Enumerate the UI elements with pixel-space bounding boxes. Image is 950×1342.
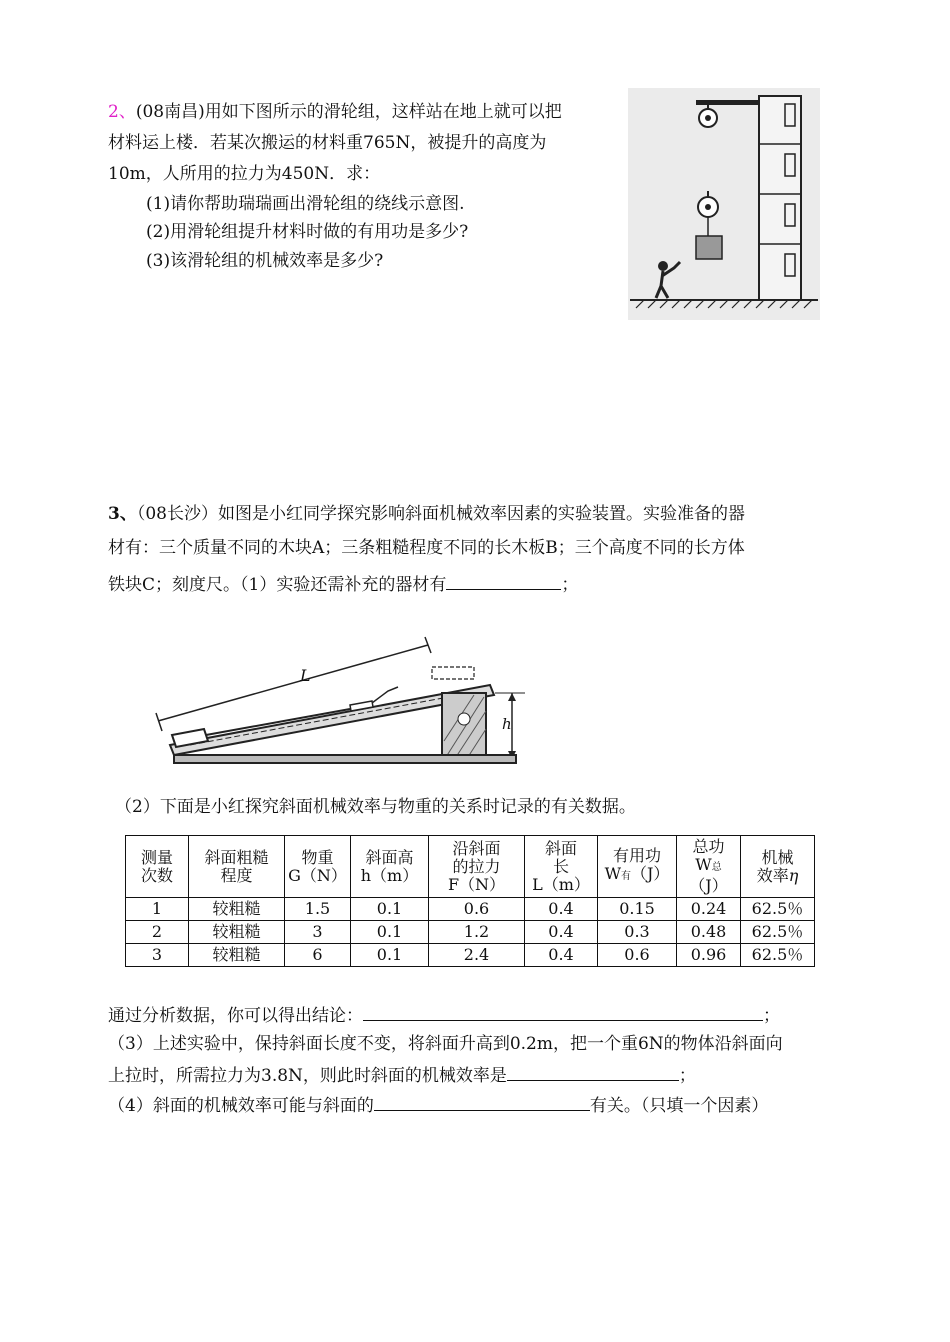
q3-part4-line: （4）斜面的机械效率可能与斜面的 有关。（只填一个因素） [108, 1096, 769, 1116]
table-row: 2 较粗糙 3 0.1 1.2 0.4 0.3 0.48 62.5％ [126, 921, 815, 944]
header-height: 斜面高 h（m） [351, 836, 429, 898]
incline-figure [150, 633, 535, 773]
header-trial: 测量 次数 [126, 836, 189, 898]
answer-blank-1[interactable] [446, 573, 561, 590]
q2-item-2: (2)用滑轮组提升材料时做的有用功是多少? [146, 222, 469, 242]
answer-blank-3[interactable] [507, 1064, 679, 1081]
q3-part2-text: （2）下面是小红探究斜面机械效率与物重的关系时记录的有关数据。 [115, 797, 636, 817]
pulley-figure [628, 88, 820, 320]
q2-line-1: 2、(08南昌)用如下图所示的滑轮组，这样站在地上就可以把 [108, 102, 562, 122]
q2-item-3: (3)该滑轮组的机械效率是多少? [146, 251, 384, 271]
q2-line-2: 材料运上楼．若某次搬运的材料重765N，被提升的高度为 [108, 133, 547, 153]
header-roughness: 斜面粗糙 程度 [189, 836, 285, 898]
answer-blank-2[interactable] [363, 1004, 763, 1021]
q3-line-3: 铁块C；刻度尺。（1）实验还需补充的器材有 ； [108, 575, 579, 595]
header-useful-work: 有用功 W有（J） [598, 836, 677, 898]
q3-line-1: 3、（08长沙）如图是小红同学探究影响斜面机械效率因素的实验装置。实验准备的器 [108, 504, 745, 524]
label-L: L [300, 666, 311, 685]
conclusion-line: 通过分析数据，你可以得出结论： ； [108, 1006, 780, 1026]
label-h: h [502, 715, 512, 733]
answer-blank-4[interactable] [374, 1094, 590, 1111]
table-header-row [126, 836, 815, 898]
header-length: 斜面 长 L（m） [525, 836, 598, 898]
header-force: 沿斜面 的拉力 F（N） [429, 836, 525, 898]
q3-part3-line-1: （3）上述实验中，保持斜面长度不变，将斜面升高到0.2m，把一个重6N的物体沿斜面向 [108, 1034, 783, 1054]
table-row: 1 较粗糙 1.5 0.1 0.6 0.4 0.15 0.24 62.5％ [126, 898, 815, 921]
q2-line-3: 10m，人所用的拉力为450N．求： [108, 164, 381, 184]
data-table [125, 835, 815, 967]
q2-item-1: (1)请你帮助瑞瑞画出滑轮组的绕线示意图. [146, 194, 465, 214]
q3-part3-line-2: 上拉时，所需拉力为3.8N，则此时斜面的机械效率是 ； [108, 1066, 696, 1086]
q3-line-2: 材有：三个质量不同的木块A；三条粗糙程度不同的长木板B；三个高度不同的长方体 [108, 538, 745, 558]
header-efficiency: 机械 效率η [741, 836, 815, 898]
header-weight: 物重 G（N） [285, 836, 351, 898]
header-total-work: 总功 W总 （J） [677, 836, 741, 898]
q3-number: 3、 [108, 504, 137, 524]
table-row: 3 较粗糙 6 0.1 2.4 0.4 0.6 0.96 62.5％ [126, 944, 815, 967]
q2-number: 2、 [108, 102, 136, 122]
